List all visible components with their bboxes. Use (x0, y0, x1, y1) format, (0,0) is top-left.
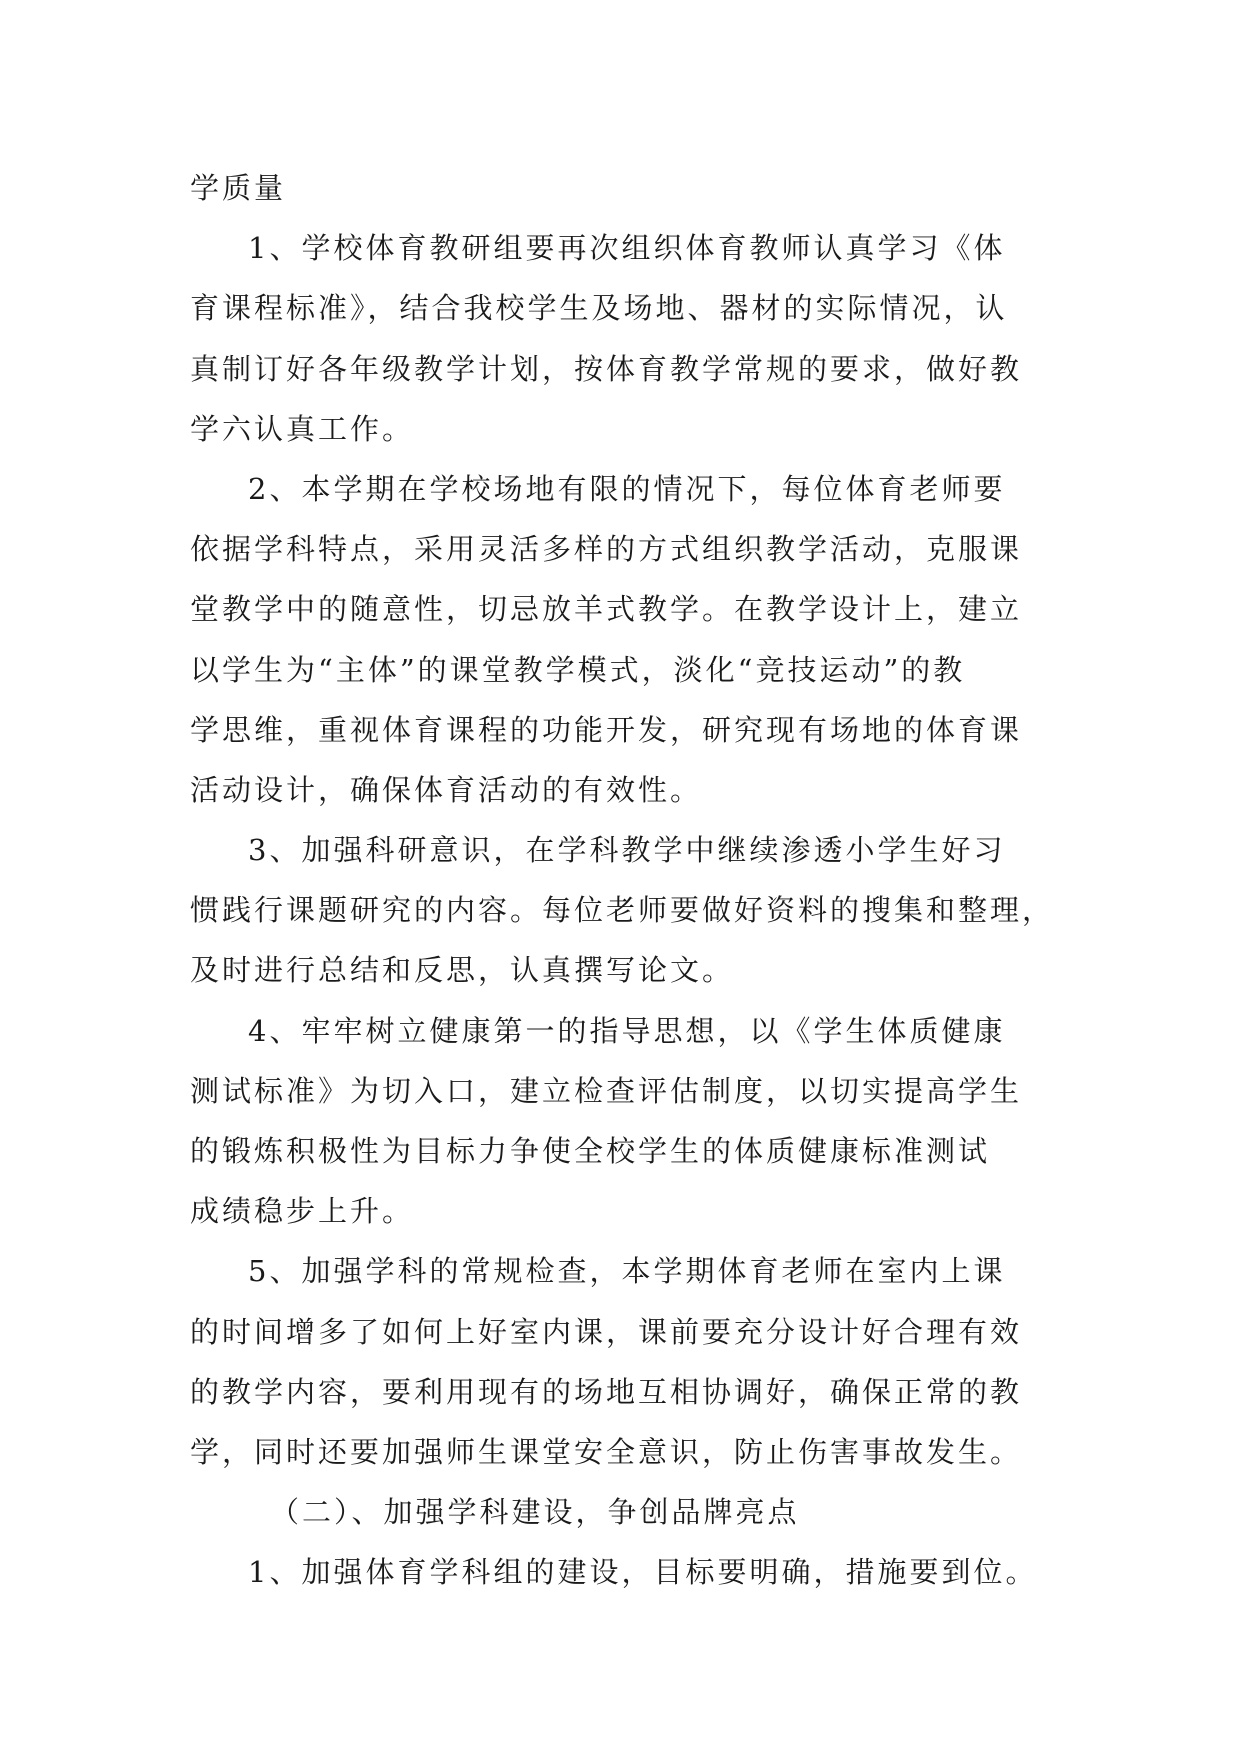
text-line: 学思维，重视体育课程的功能开发，研究现有场地的体育课 (190, 712, 1023, 747)
text-line: 学，同时还要加强师生课堂安全意识，防止伤害事故发生。 (190, 1434, 1023, 1469)
text-line: 以学生为“主体”的课堂教学模式，淡化“竞技运动”的教 (190, 652, 966, 687)
paragraph-start-line: 3、加强科研意识，在学科教学中继续渗透小学生好习 (248, 833, 1006, 868)
paragraph-start-line: 2、本学期在学校场地有限的情况下，每位体育老师要 (248, 471, 1006, 506)
text-line: 依据学科特点，采用灵活多样的方式组织教学活动，克服课 (190, 532, 1023, 567)
text-line: 成绩稳步上升。 (190, 1194, 415, 1229)
document-body (190, 158, 1058, 1603)
text-line: 惯践行课题研究的内容。每位老师要做好资料的搜集和整理， (190, 893, 1055, 928)
paragraph-start-line: 4、牢牢树立健康第一的指导思想，以《学生体质健康 (248, 1013, 1006, 1048)
text-line: 的时间增多了如何上好室内课，课前要充分设计好合理有效 (190, 1314, 1023, 1349)
text-line: 育课程标准》，结合我校学生及场地、器材的实际情况，认 (190, 291, 1008, 326)
text-line: 测试标准》为切入口，建立检查评估制度，以切实提高学生 (190, 1073, 1023, 1108)
text-line: 学质量 (190, 171, 287, 205)
text-line: 及时进行总结和反思，认真撰写论文。 (190, 953, 735, 988)
text-line: 真制订好各年级教学计划，按体育教学常规的要求，做好教 (190, 351, 1023, 386)
text-line: 学六认真工作。 (190, 411, 415, 446)
paragraph-start-line: 1、学校体育教研组要再次组织体育教师认真学习《体 (248, 231, 1006, 266)
text-line: 的教学内容，要利用现有的场地互相协调好，确保正常的教 (190, 1374, 1023, 1409)
paragraph-start-line: 5、加强学科的常规检查，本学期体育老师在室内上课 (248, 1254, 1006, 1289)
paragraph-start-line: 1、加强体育学科组的建设，目标要明确，措施要到位。 (248, 1555, 1038, 1590)
text-line: 活动设计，确保体育活动的有效性。 (190, 772, 703, 807)
section-heading: （二）、加强学科建设，争创品牌亮点 (270, 1495, 800, 1530)
text-line: 堂教学中的随意性，切忌放羊式教学。在教学设计上，建立 (190, 592, 1023, 627)
text-line: 的锻炼积极性为目标力争使全校学生的体质健康标准测试 (190, 1134, 991, 1168)
